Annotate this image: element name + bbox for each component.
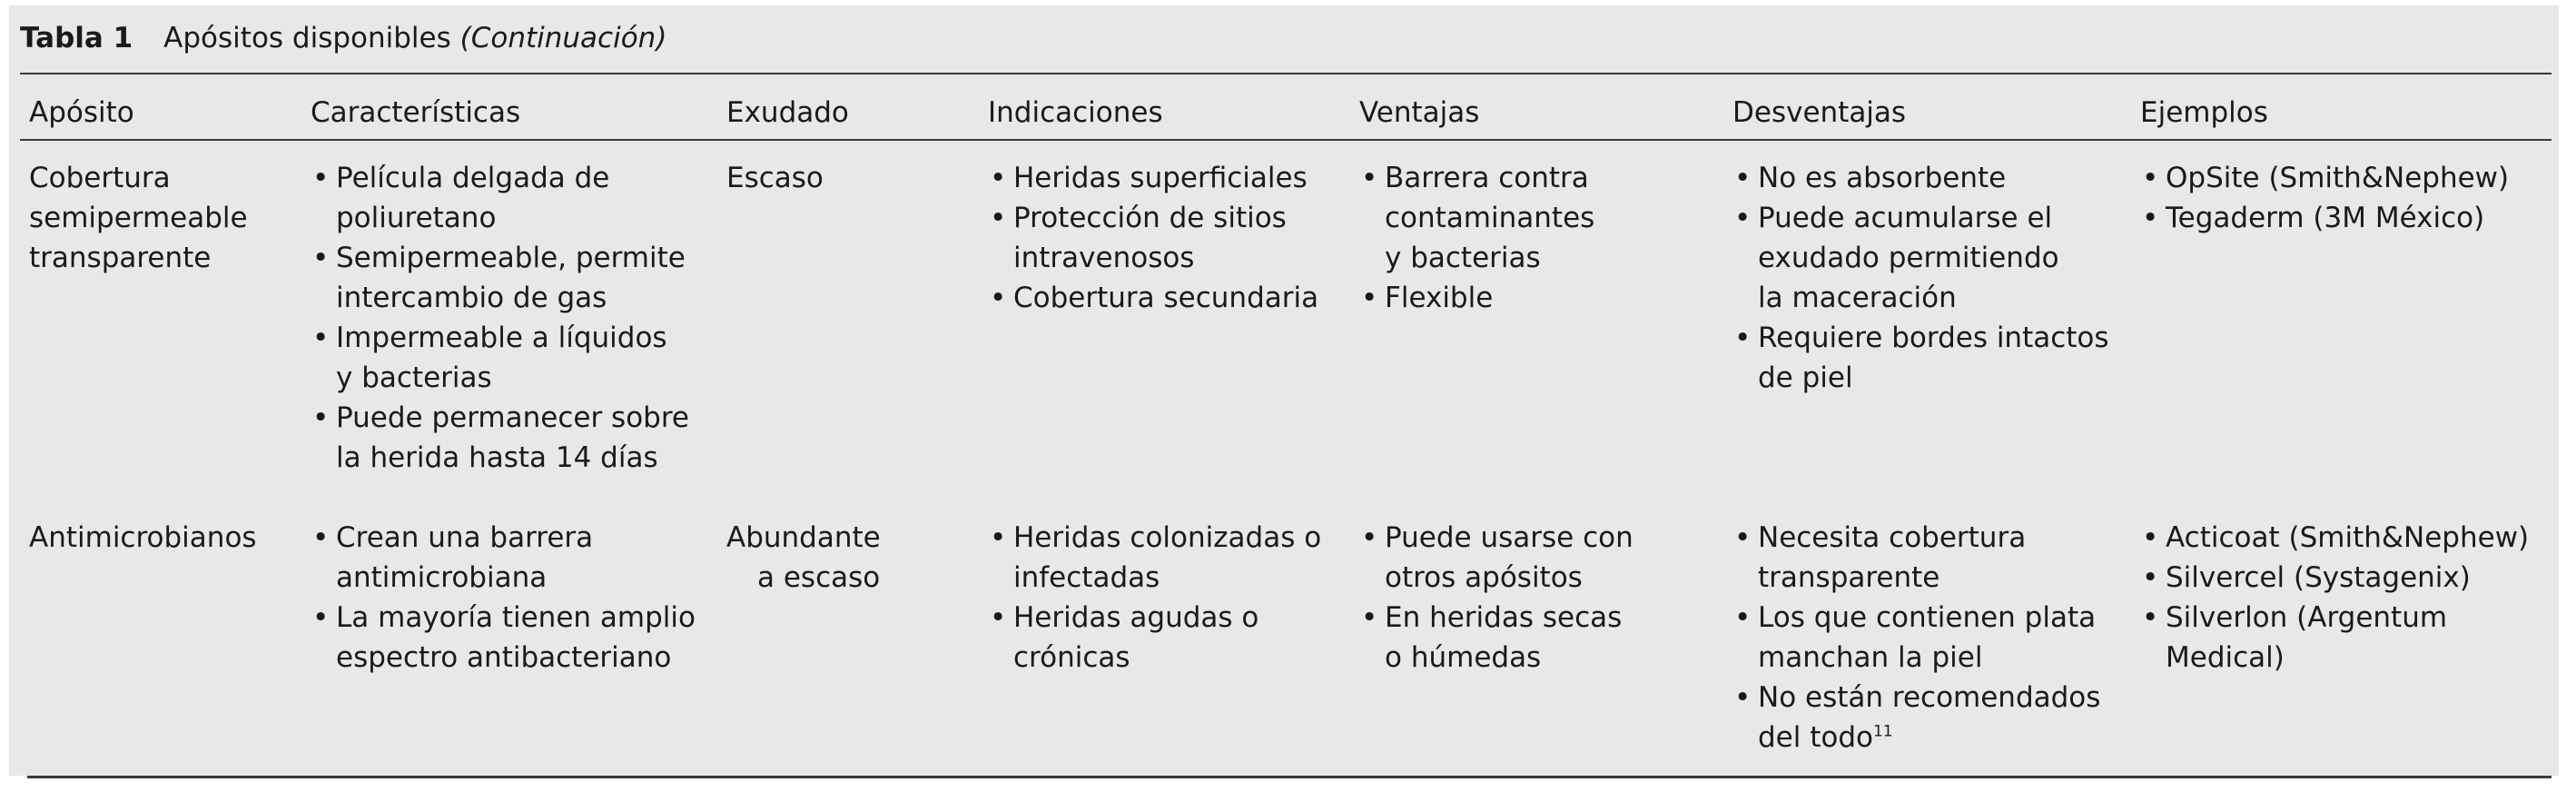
list-item: • Película delgada de poliuretano [311,158,689,238]
row2-aposito: Antimicrobianos [29,521,257,554]
header-rule [20,139,2551,141]
row1-indicaciones [988,158,1318,318]
row2-caracteristicas [311,518,696,678]
list-item: • Flexible [1359,278,1594,318]
list-item: • Impermeable a líquidos y bacterias [311,318,689,398]
row1-ejemplos [2140,158,2509,238]
header-desventajas: Desventajas [1732,96,1907,129]
header-aposito: Apósito [29,96,134,129]
list-item: • Silvercel (Systagenix) [2140,558,2529,598]
table-title: Apósitos disponibles [163,22,451,54]
list-item: • Silverlon (Argentum Medical) [2140,598,2529,678]
header-caracteristicas: Características [311,96,521,129]
row1-ventajas [1359,158,1594,318]
list-item: • Heridas agudas o crónicas [988,598,1321,678]
row1-desventajas [1732,158,2109,398]
list-item: • Puede usarse con otros apósitos [1359,518,1633,598]
list-item: • Semipermeable, permite intercambio de gas [311,238,689,318]
row2-desventajas [1732,518,2100,757]
list-item: • Puede permanecer sobre la herida hasta 14 días [311,398,689,478]
table-continuation: (Continuación) [459,22,667,54]
list-item: • OpSite (Smith&Nephew) [2140,158,2509,198]
list-item: • Protección de sitios intravenosos [988,198,1318,278]
row1-exudado: Escaso [726,162,824,194]
list-item: • La mayoría tienen amplio espectro antibacteriano [311,598,696,678]
list-item: • Heridas superficiales [988,158,1318,198]
list-item: • Crean una barrera antimicrobiana [311,518,696,598]
row1-caracteristicas [311,158,689,478]
table-number: Tabla 1 [20,22,133,54]
list-item: • Acticoat (Smith&Nephew) [2140,518,2529,558]
table-caption [20,20,666,56]
row2-indicaciones [988,518,1321,678]
reference-superscript: 11 [1872,722,1893,741]
list-item: • Tegaderm (3M México) [2140,198,2509,238]
list-item: • Puede acumularse el exudado permitiendo la maceración [1732,198,2109,318]
list-item: • Barrera contra contaminantes y bacterias [1359,158,1594,278]
row2-exudado: Abundante a escaso [726,521,881,594]
list-item: • Cobertura secundaria [988,278,1318,318]
list-item: • Necesita cobertura transparente [1732,518,2100,598]
header-ejemplos: Ejemplos [2140,96,2268,129]
list-item: • Heridas colonizadas o infectadas [988,518,1321,598]
list-item: • No están recomendados del todo$^{11}$ [1732,678,2100,757]
list-item: • En heridas secas o húmedas [1359,598,1633,678]
header-indicaciones: Indicaciones [988,96,1163,129]
row1-aposito: Cobertura semipermeable transparente [29,162,248,274]
header-exudado: Exudado [726,96,849,129]
row2-ejemplos [2140,518,2529,678]
list-item: • No es absorbente [1732,158,2109,198]
top-rule [20,73,2551,74]
row2-ventajas [1359,518,1633,678]
list-item: • Requiere bordes intactos de piel [1732,318,2109,398]
header-ventajas: Ventajas [1359,96,1480,129]
list-item: • Los que contienen plata manchan la piel [1732,598,2100,678]
bottom-rule [27,776,2551,778]
